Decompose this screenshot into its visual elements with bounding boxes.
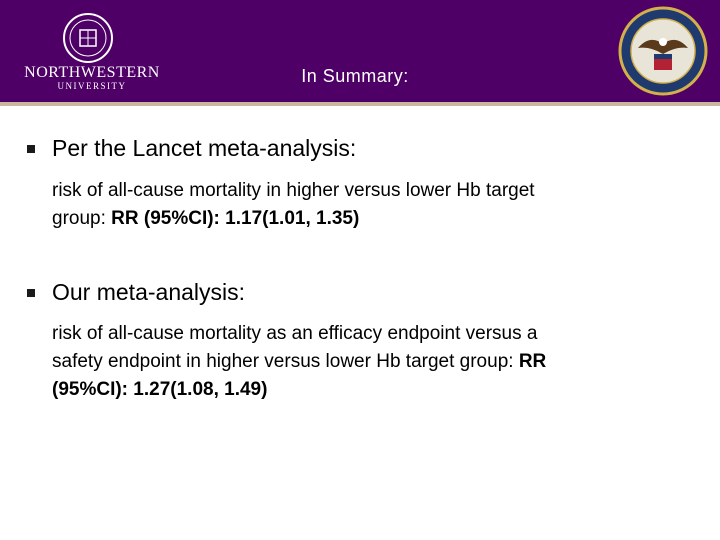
header-divider bbox=[0, 102, 720, 106]
logo-word: NORTHWESTERN bbox=[24, 64, 160, 81]
logo-subtitle: UNIVERSITY bbox=[57, 81, 127, 91]
section-heading: Our meta-analysis: bbox=[52, 279, 246, 305]
slide-header bbox=[0, 0, 720, 102]
section-text-line: risk of all-cause mortality in higher versus lower Hb target bbox=[52, 180, 535, 201]
section-text-line: risk of all-cause mortality as an efficacy endpoint versus a bbox=[52, 323, 538, 344]
page-title: In Summary: bbox=[301, 66, 409, 86]
section-heading: Per the Lancet meta-analysis: bbox=[52, 135, 357, 161]
section-text-plain: safety endpoint in higher versus lower Hb target group: bbox=[52, 351, 519, 372]
va-seal-icon bbox=[618, 6, 708, 96]
section-result: RR bbox=[518, 351, 547, 372]
northwestern-seal-icon bbox=[62, 12, 114, 64]
section-text-line bbox=[52, 348, 692, 376]
section-text-line bbox=[52, 205, 692, 233]
section-result: (95%CI): 1.27(1.08, 1.49) bbox=[52, 379, 268, 400]
section-result: RR (95%CI): 1.17(1.01, 1.35) bbox=[111, 208, 360, 229]
square-bullet-icon bbox=[27, 289, 35, 297]
section-text-plain: group: bbox=[52, 208, 112, 229]
square-bullet-icon bbox=[27, 145, 35, 153]
